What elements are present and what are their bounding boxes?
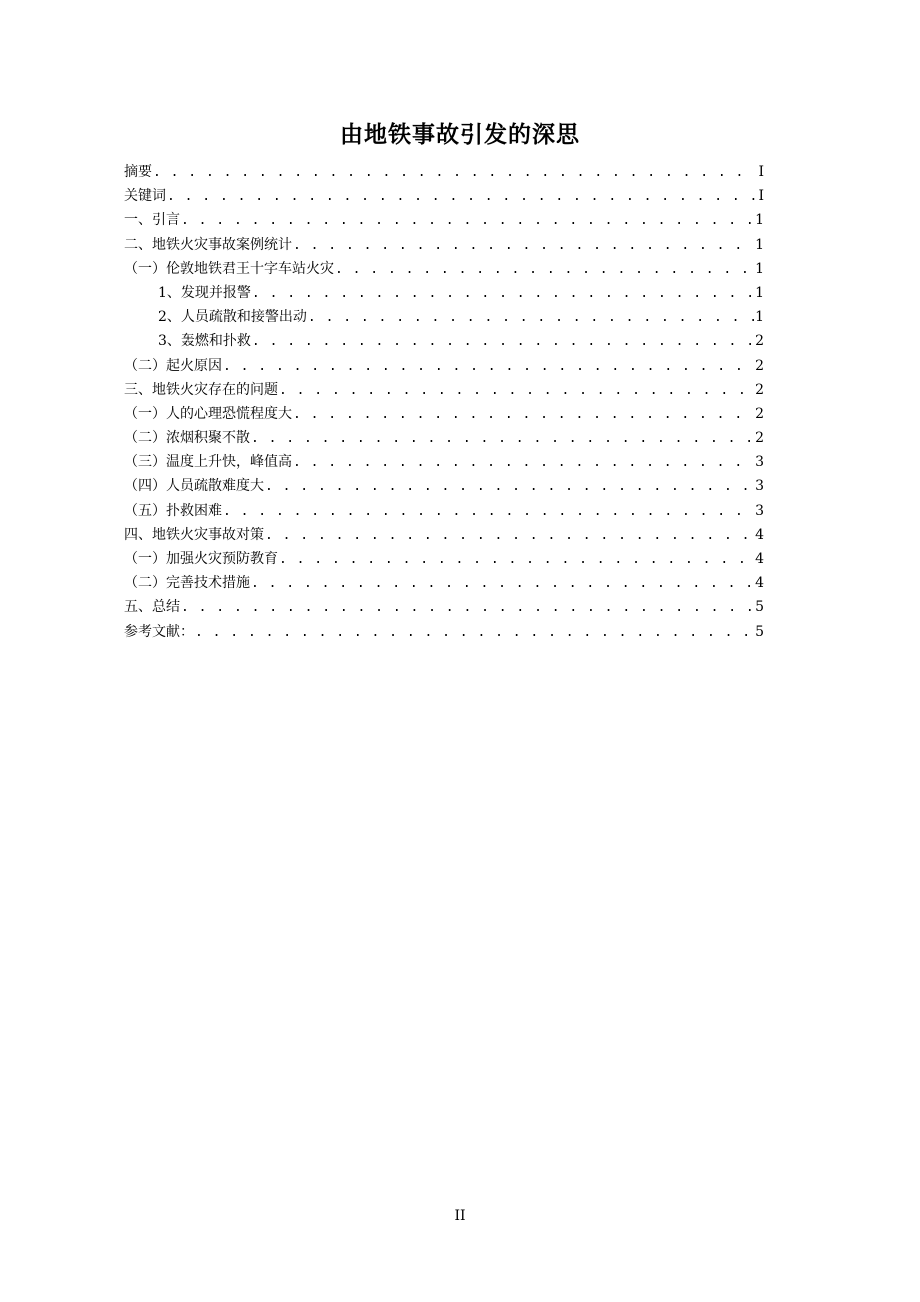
toc-entry-page: 2 [755, 357, 764, 374]
toc-entry-page: 5 [755, 623, 764, 640]
toc-entry-page: 3 [755, 454, 764, 471]
toc-leader-dots [222, 355, 755, 378]
toc-leader-dots [166, 185, 756, 208]
toc-leader-dots [278, 548, 755, 571]
toc-leader-dots [264, 524, 755, 547]
toc-entry-label: （一）加强火灾预防教育 [124, 551, 278, 567]
toc-leader-dots [180, 596, 755, 619]
toc-leader-dots [250, 427, 755, 450]
toc-entry-label: （二）完善技术措施 [124, 575, 250, 592]
toc-entry-label: 四、地铁火灾事故对策 [124, 526, 264, 543]
toc-entry-page: 4 [755, 551, 764, 567]
toc-leader-dots [222, 500, 755, 523]
toc-entry-label: 2、人员疏散和接警出动 [158, 309, 307, 326]
toc-entry-label: （一）人的心理恐慌程度大 [124, 405, 292, 422]
toc-entry-page: 2 [755, 430, 764, 447]
page-number: II [454, 1208, 466, 1224]
toc-leader-dots [250, 572, 755, 595]
toc-entry[interactable] [124, 402, 764, 426]
toc-entry[interactable] [124, 620, 764, 644]
toc-entry[interactable] [124, 329, 764, 353]
toc-entry[interactable] [124, 426, 764, 450]
toc-entry-label: 三、地铁火灾存在的问题 [124, 381, 278, 398]
toc-entry-label: （四）人员疏散难度大 [124, 478, 264, 495]
toc-entry-label: （五）扑救困难 [124, 502, 222, 519]
toc-entry[interactable] [124, 257, 764, 281]
toc-entry-page: 1 [755, 260, 764, 277]
toc-entry-page: 1 [755, 212, 764, 229]
toc-entry[interactable] [124, 354, 764, 378]
toc-entry-page: I [758, 188, 764, 205]
toc-entry[interactable] [124, 208, 764, 232]
toc-entry[interactable] [124, 595, 764, 619]
toc-entry-label: 关键词 [124, 188, 166, 205]
toc-entry-page: 4 [755, 526, 764, 543]
toc-entry[interactable] [124, 450, 764, 474]
toc-leader-dots [152, 161, 756, 184]
toc-entry-label: （三）温度上升快，峰值高 [124, 454, 292, 471]
toc-entry-label: 一、引言 [124, 212, 180, 229]
toc-entry-label: （一）伦敦地铁君王十字车站火灾 [124, 260, 334, 277]
toc-entry-label: 3、轰燃和扑救 [158, 333, 251, 350]
toc-entry[interactable] [124, 305, 764, 329]
toc-entry[interactable] [124, 160, 764, 184]
toc-entry[interactable] [124, 474, 764, 498]
toc-leader-dots [292, 451, 755, 474]
toc-entry-page: 5 [755, 599, 764, 616]
toc-entry-page: 2 [755, 381, 764, 398]
toc-entry[interactable] [124, 523, 764, 547]
toc-entry-label: 摘要 [124, 164, 152, 180]
toc-entry-page: 1 [755, 236, 764, 253]
toc-entry-page: 3 [755, 502, 764, 519]
toc-entry-page: 4 [755, 575, 764, 592]
toc-leader-dots [334, 258, 755, 281]
toc-leader-dots [264, 475, 755, 498]
toc-entry-label: （二）起火原因 [124, 357, 222, 374]
toc-entry[interactable] [124, 571, 764, 595]
toc-leader-dots [307, 306, 755, 329]
toc-entry-page: 3 [755, 478, 764, 495]
toc-entry[interactable] [124, 184, 764, 208]
toc-entry-label: 五、总结 [124, 599, 180, 616]
toc-leader-dots [251, 282, 755, 305]
toc-entry[interactable] [124, 281, 764, 305]
toc-entry[interactable] [124, 547, 764, 571]
toc-leader-dots [194, 621, 755, 644]
toc-entry[interactable] [124, 499, 764, 523]
toc-entry-label: （二）浓烟积聚不散 [124, 430, 250, 447]
toc-leader-dots [251, 330, 755, 353]
toc-entry[interactable] [124, 378, 764, 402]
toc-leader-dots [180, 209, 755, 232]
toc-entry-page: 2 [755, 405, 764, 422]
toc-leader-dots [292, 403, 755, 426]
table-of-contents [124, 160, 764, 644]
document-title: 由地铁事故引发的深思 [340, 121, 580, 148]
toc-entry-page: 1 [755, 309, 764, 326]
toc-entry-label: 参考文献： [124, 623, 194, 640]
toc-entry-label: 二、地铁火灾事故案例统计 [124, 236, 292, 253]
toc-leader-dots [292, 234, 755, 257]
toc-leader-dots [278, 379, 755, 402]
toc-entry-label: 1、发现并报警 [158, 284, 251, 301]
toc-entry-page: I [758, 164, 764, 180]
toc-entry[interactable] [124, 233, 764, 257]
toc-entry-page: 2 [755, 333, 764, 350]
toc-entry-page: 1 [755, 284, 764, 301]
